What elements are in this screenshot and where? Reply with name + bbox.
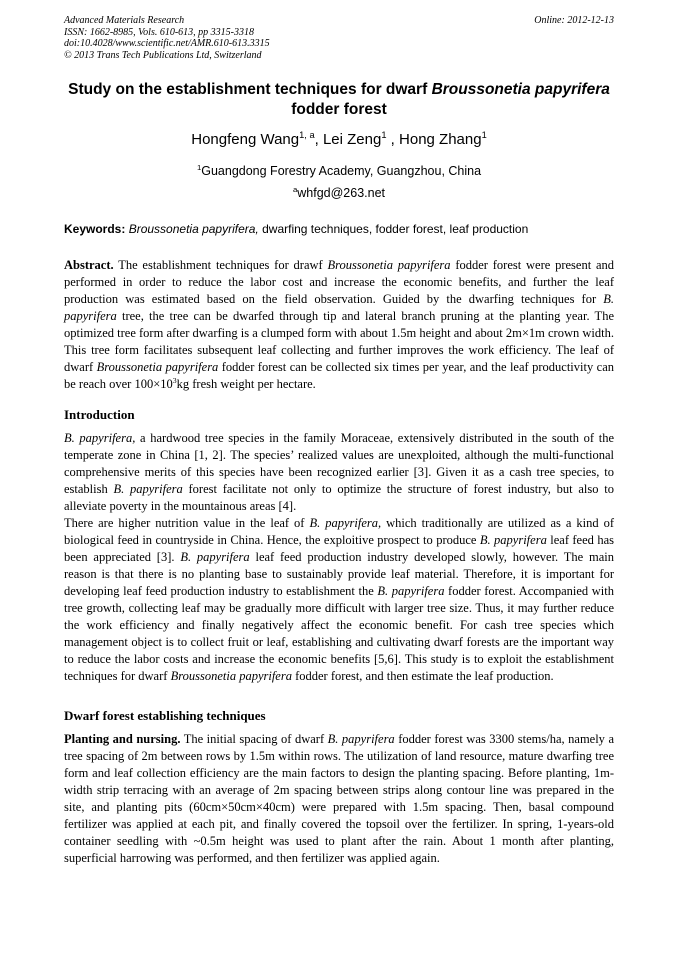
author-name: Hongfeng Wang [191,131,300,148]
planting-paragraph [64,731,614,867]
planting-species: B. papyrifera [327,732,395,746]
abstract-superscript: 3 [172,375,177,385]
email-text: whfgd@263.net [297,186,386,200]
abstract-text: kg fresh weight per hectare. [176,377,316,391]
planting-body [64,731,614,867]
keywords-species: Broussonetia papyrifera, [125,222,259,236]
keywords-rest: dwarfing techniques, fodder forest, leaf production [258,222,529,236]
introduction-heading: Introduction [64,407,135,422]
intro-species: B. papyrifera [113,482,183,496]
planting-text: fodder forest was 3300 stems/ha, namely a tree spacing of 2m between rows by 1.5m within rows. The utilization of land resource, mature dwarfing tree form and leaf collection efficiency are the main factors to design the planting spacing. Before planting, 1m-width strip terracing with an average of 2m spacing between strips along contour line was prepared in the site, and planting pits (60cm×50cm×40cm) were prepared with 1.5m spacing. Then, basal compound fertilizer was applied at each pit, and finally covered the topsoil over the fertilizer. In spring, 1-years-old container seedling with ~0.5m height was used to plant after the rain. About 1 month after planting, superficial harrowing was performed, and then fertilizer was applied again. [64,732,614,865]
author-email [64,185,614,201]
intro-species: Broussonetia papyrifera [170,669,292,683]
intro-species: B. papyrifera [377,584,445,598]
author-name: , Hong Zhang [386,131,482,148]
author-sup: 1, a [299,130,315,140]
intro-text: There are higher nutrition value in the leaf of [64,516,310,530]
affiliation [64,163,614,179]
author-name: , Lei Zeng [314,131,382,148]
author-sup: 1 [381,130,387,140]
intro-text: fodder forest, and then estimate the leaf production. [291,669,554,683]
affiliation-text: Guangdong Forestry Academy, Guangzhou, China [201,164,482,178]
intro-species: B. papyrifera, [64,431,136,445]
abstract-text: fodder forest can be collected six times per year, and the leaf productivity can be reach over 100×10 [64,360,614,391]
abstract-species: B. papyrifera [64,292,614,323]
keywords [64,221,614,237]
paper-title [64,80,614,120]
online-date: Online: 2012-12-13 [534,15,614,26]
abstract-species: Broussonetia papyrifera [96,360,219,374]
intro-paragraph-2 [64,515,614,685]
journal-issn: ISSN: 1662-8985, Vols. 610-613, pp 3315-3318 [64,26,254,38]
dwarf-section-heading: Dwarf forest establishing techniques [64,708,266,723]
keywords-label: Keywords: [64,222,126,236]
abstract-paragraph [64,257,614,393]
intro-text: a hardwood tree species in the family Moraceae, extensively distributed in the south of the temperate zone in China [1, 2]. The species’ realized values are unexploited, although the multi-functional comprehensive merits of this species have been recognized earlier [3]. Given it as a cash tree species, to establish [64,431,614,496]
title-part2: fodder forest [291,101,387,118]
intro-species: B. papyrifera [479,533,547,547]
abstract [64,257,614,393]
title-species: Broussonetia papyrifera [431,81,610,98]
journal-header [64,15,270,61]
intro-paragraph-1 [64,430,614,515]
abstract-label: Abstract. [64,258,114,272]
planting-label: Planting and nursing. [64,732,181,746]
abstract-text: tree, the tree can be dwarfed through tip and lateral branch pruning at the planting year. The optimized tree form after dwarfing is a clumped form with about 1.5m height and about 2m×1m crown width. This tree form facilitates subsequent leaf collecting and further improves the work efficiency. The leaf of dwarf [64,309,614,374]
author-sup: 1 [481,130,487,140]
abstract-text: The establishment techniques for drawf [113,258,328,272]
intro-text: which traditionally are utilized as a kind of biological feed in countryside in China. Hence, the exploitive prospect to produce [64,516,614,547]
intro-text: fodder forest. Accompanied with tree growth, collecting leaf may be gradually more difficult with larger tree size. Thus, it may further reduce the work efficiency and finally negatively affect the economic benefit. For cash tree species which management object is to collect fruit or leaf, establishing and cultivating dwarf forests are the important way to reduce the labor costs and increase the economic benefits [5,6]. This study is to exploit the establishment techniques for dwarf [64,584,614,683]
introduction-body [64,430,614,685]
intro-species: B. papyrifera, [309,516,382,530]
abstract-species: Broussonetia papyrifera [327,258,451,272]
title-part1: Study on the establishment techniques for dwarf [68,81,432,98]
email-sup: a [292,184,298,194]
abstract-text: fodder forest were present and performed in order to reduce the labor cost and increase the economic benefits, and further the leaf production was estimated based on the field observation. Guided by the dwarfing techniques for [64,258,615,306]
intro-text: forest facilitate not only to optimize the structure of forest industry, but also to alleviate poverty in the mountainous areas [4]. [64,482,614,513]
journal-doi: doi:10.4028/www.scientific.net/AMR.610-613.3315 [64,38,270,49]
planting-text: The initial spacing of dwarf [180,732,328,746]
intro-species: B. papyrifera [180,550,250,564]
intro-text: leaf feed production industry developed slowly, however. The main reason is that there is no planting base to sustainably provide leaf material. Therefore, it is important for developing leaf feed production industry to establishment the [64,550,614,598]
intro-text: leaf feed has been appreciated [3]. [64,533,614,564]
journal-copyright: © 2013 Trans Tech Publications Ltd, Switzerland [64,49,262,61]
affiliation-sup: 1 [196,162,202,172]
author-list [64,130,614,150]
journal-name: Advanced Materials Research [64,15,185,26]
